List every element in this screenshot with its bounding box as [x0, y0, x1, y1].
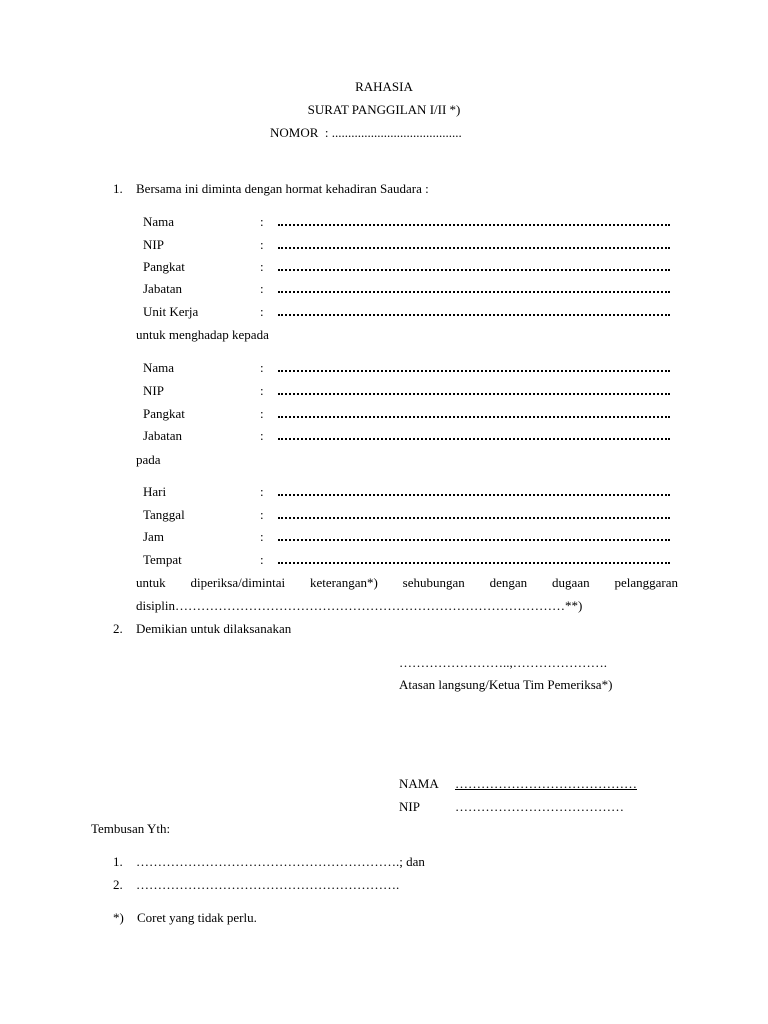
field-label: Jabatan — [143, 428, 182, 443]
footnote-marker: *) — [113, 910, 124, 925]
footnote-text: Coret yang tidak perlu. — [137, 910, 257, 925]
signature-place-date: ……………………..,…………………. — [399, 655, 607, 670]
field-label: NIP — [143, 237, 164, 252]
field-label: Unit Kerja — [143, 304, 199, 319]
field-label: Hari — [143, 484, 167, 499]
field-blank[interactable] — [278, 537, 670, 541]
field-label: Tanggal — [143, 507, 185, 522]
signature-role: Atasan langsung/Ketua Tim Pemeriksa*) — [399, 677, 613, 692]
to-face-label: untuk menghadap kepada — [136, 327, 269, 342]
signature-name-label: NAMA — [399, 776, 439, 791]
field-colon: : — [260, 237, 264, 252]
classification-label: RAHASIA — [355, 79, 413, 94]
field-colon: : — [260, 529, 264, 544]
field-blank[interactable] — [278, 436, 670, 440]
item1-intro: Bersama ini diminta dengan hormat kehadiran Saudara : — [136, 181, 429, 196]
cc-item-text: …………………………………………………….; dan — [136, 854, 425, 869]
number-label: NOMOR — [270, 125, 319, 140]
on-label: pada — [136, 452, 161, 467]
signature-nip-label: NIP — [399, 799, 420, 814]
field-blank[interactable] — [278, 245, 670, 249]
item-number-2: 2. — [113, 621, 123, 636]
cc-item-text: ……………………………………………………. — [136, 877, 400, 892]
signature-name-value: …………………………………… — [455, 776, 637, 791]
field-colon: : — [260, 304, 264, 319]
field-blank[interactable] — [278, 515, 670, 519]
field-colon: : — [260, 214, 264, 229]
field-blank[interactable] — [278, 391, 670, 395]
document-number — [270, 125, 462, 141]
purpose-line-2: disiplin………………………………………………………………………………**) — [136, 598, 583, 613]
field-blank[interactable] — [278, 414, 670, 418]
field-label: Pangkat — [143, 259, 185, 274]
item2-text: Demikian untuk dilaksanakan — [136, 621, 292, 636]
field-colon: : — [260, 428, 264, 443]
field-colon: : — [260, 383, 264, 398]
purpose-line-1: untuk diperiksa/dimintai keterangan*) sehubungan dengan dugaan pelanggaran — [136, 575, 678, 590]
field-label: NIP — [143, 383, 164, 398]
field-colon: : — [260, 406, 264, 421]
field-label: Pangkat — [143, 406, 185, 421]
field-colon: : — [260, 484, 264, 499]
field-blank[interactable] — [278, 267, 670, 271]
field-colon: : — [260, 552, 264, 567]
field-label: Tempat — [143, 552, 182, 567]
signature-nip-value: ………………………………… — [455, 799, 624, 814]
field-label: Jam — [143, 529, 164, 544]
field-blank[interactable] — [278, 492, 670, 496]
field-blank[interactable] — [278, 368, 670, 372]
item-number-1: 1. — [113, 181, 123, 196]
document-title: SURAT PANGGILAN I/II *) — [307, 102, 461, 117]
field-colon: : — [260, 281, 264, 296]
cc-label: Tembusan Yth: — [91, 821, 171, 836]
field-colon: : — [260, 360, 264, 375]
cc-item-number: 1. — [113, 854, 123, 869]
field-blank[interactable] — [278, 560, 670, 564]
field-label: Nama — [143, 360, 175, 375]
field-blank[interactable] — [278, 289, 670, 293]
field-colon: : — [260, 507, 264, 522]
number-value: : ........................................ — [324, 125, 462, 140]
field-colon: : — [260, 259, 264, 274]
cc-item-number: 2. — [113, 877, 123, 892]
field-label: Nama — [143, 214, 175, 229]
field-blank[interactable] — [278, 222, 670, 226]
field-label: Jabatan — [143, 281, 182, 296]
field-blank[interactable] — [278, 312, 670, 316]
